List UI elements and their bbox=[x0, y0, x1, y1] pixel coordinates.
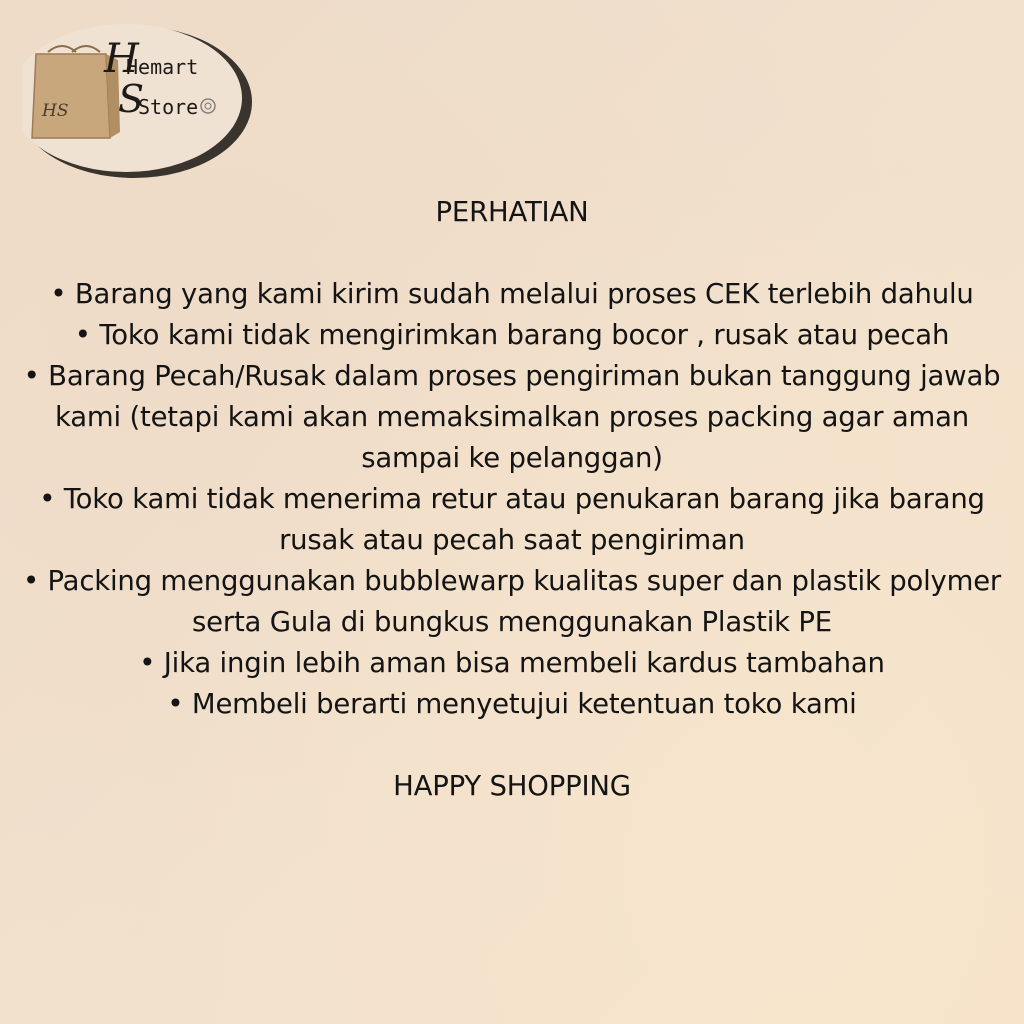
svg-text:S: S bbox=[118, 77, 145, 121]
list-item: • Barang Pecah/Rusak dalam proses pengiriman bukan tanggung jawab kami (tetapi kami akan memaksimalkan proses packing agar aman sampai ke pelanggan) bbox=[23, 360, 1001, 474]
logo-graphic bbox=[22, 20, 258, 184]
list-item: • Barang yang kami kirim sudah melalui proses CEK terlebih dahulu bbox=[50, 278, 974, 310]
list-item: • Packing menggunakan bubblewarp kualitas super dan plastik polymer serta Gula di bungkus menggunakan Plastik PE bbox=[22, 565, 1002, 638]
svg-text:H: H bbox=[104, 36, 139, 82]
store-logo bbox=[22, 20, 258, 184]
notice-block bbox=[0, 192, 1024, 807]
notice-title: PERHATIAN bbox=[435, 196, 589, 228]
logo-initials: HS bbox=[42, 101, 69, 121]
list-item: • Toko kami tidak mengirimkan barang bocor , rusak atau pecah bbox=[74, 319, 950, 351]
closing-text: HAPPY SHOPPING bbox=[393, 770, 631, 802]
list-item: • Toko kami tidak menerima retur atau penukaran barang jika barang rusak atau pecah saat pengiriman bbox=[39, 483, 985, 556]
notice-list bbox=[0, 274, 1024, 725]
spacer bbox=[0, 233, 1024, 274]
spacer bbox=[0, 725, 1024, 766]
list-item: • Jika ingin lebih aman bisa membeli kardus tambahan bbox=[139, 647, 885, 679]
list-item: • Membeli berarti menyetujui ketentuan toko kami bbox=[167, 688, 857, 720]
logo-line1: Hemart bbox=[126, 55, 199, 79]
logo-line2: Store bbox=[138, 95, 199, 119]
